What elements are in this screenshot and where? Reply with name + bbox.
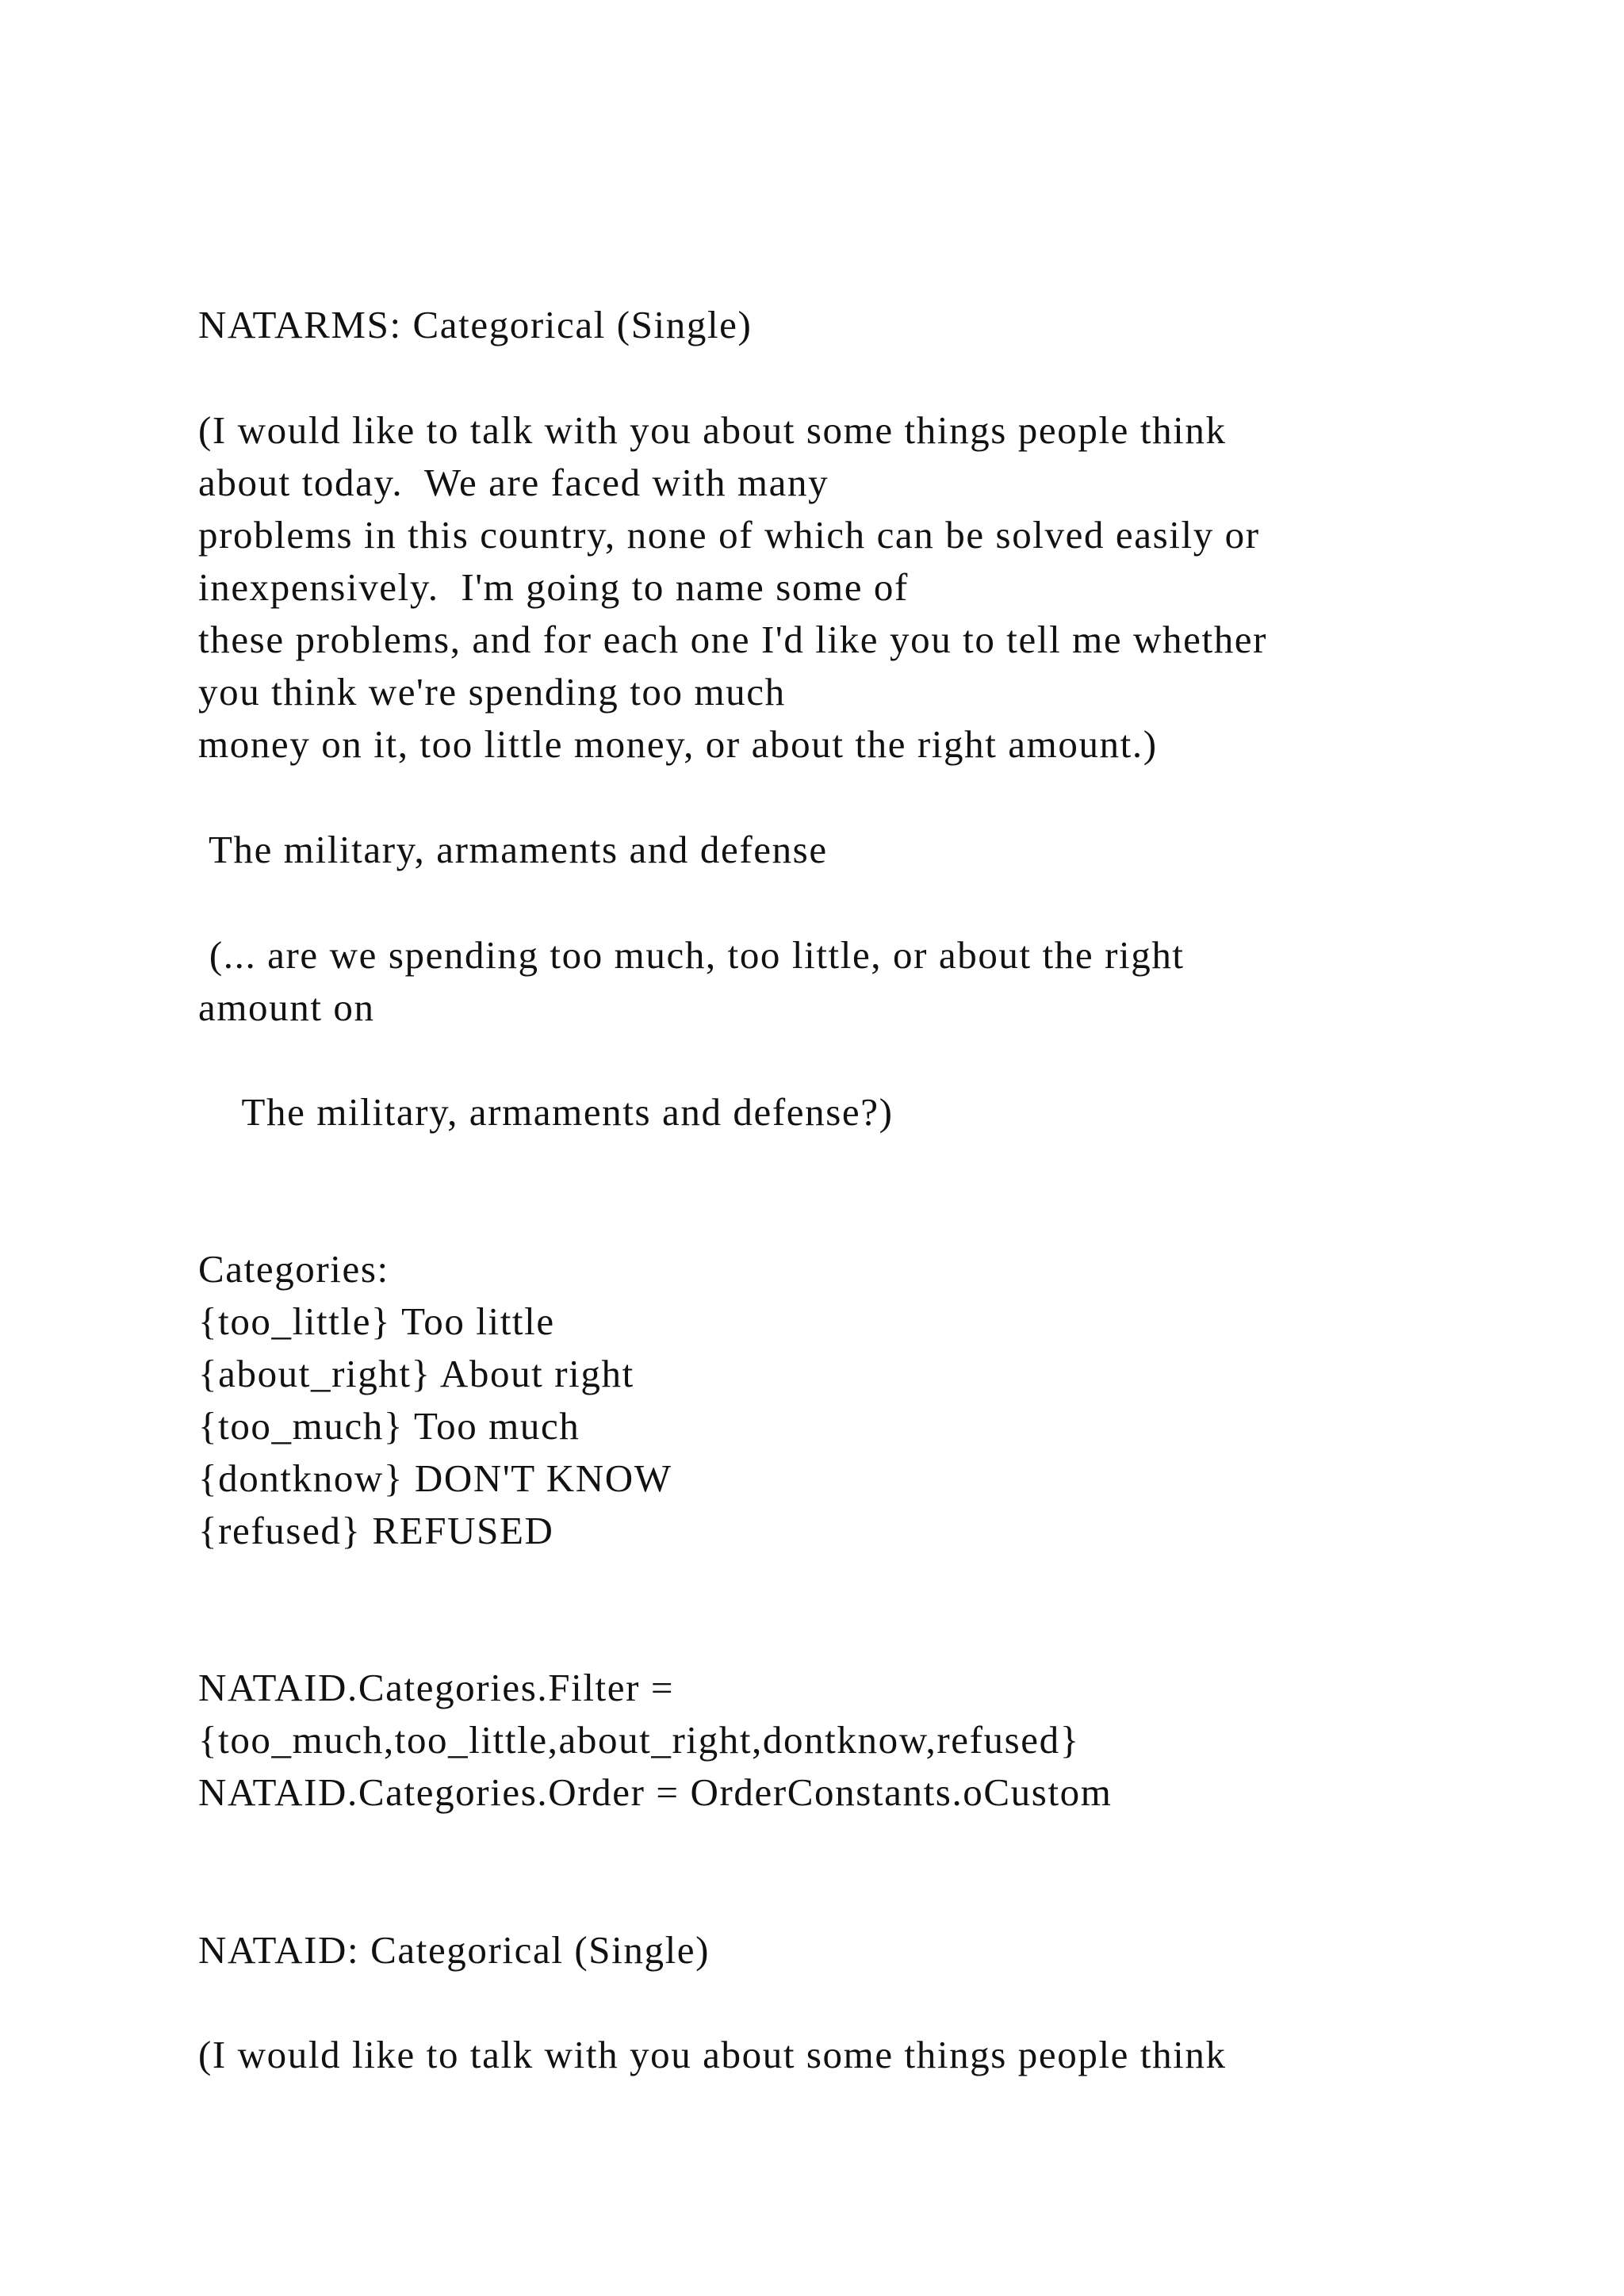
natarms-intro-line-5: these problems, and for each one I'd like you to tell me whether (198, 618, 1268, 661)
nataid-intro-line-1: (I would like to talk with you about some things people think (198, 2033, 1227, 2076)
natarms-probe-line-1: (... are we spending too much, too little, or about the right (198, 933, 1185, 977)
filter-line-1: NATAID.Categories.Filter = (198, 1666, 675, 1709)
nataid-heading: NATAID: Categorical (Single) (198, 1928, 710, 1972)
category-too-little: {too_little} Too little (198, 1299, 555, 1343)
natarms-probe-line-2: amount on (198, 985, 375, 1029)
categories-label: Categories: (198, 1247, 389, 1291)
category-dontknow: {dontknow} DON'T KNOW (198, 1456, 672, 1500)
natarms-intro-line-6: you think we're spending too much (198, 670, 786, 714)
category-about-right: {about_right} About right (198, 1352, 634, 1395)
natarms-intro-line-2: about today. We are faced with many (198, 461, 829, 504)
natarms-heading: NATARMS: Categorical (Single) (198, 303, 753, 346)
natarms-probe-item: The military, armaments and defense?) (198, 1090, 894, 1134)
category-too-much: {too_much} Too much (198, 1404, 580, 1448)
order-line: NATAID.Categories.Order = OrderConstants.oCustom (198, 1770, 1113, 1814)
filter-line-2: {too_much,too_little,about_right,dontknow,refused} (198, 1718, 1080, 1762)
natarms-intro-line-3: problems in this country, none of which can be solved easily or (198, 513, 1260, 557)
natarms-item: The military, armaments and defense (198, 828, 828, 871)
natarms-intro-line-7: money on it, too little money, or about the right amount.) (198, 722, 1158, 766)
category-refused: {refused} REFUSED (198, 1509, 554, 1552)
natarms-intro-line-1: (I would like to talk with you about some things people think (198, 408, 1227, 452)
natarms-intro-line-4: inexpensively. I'm going to name some of (198, 565, 909, 609)
